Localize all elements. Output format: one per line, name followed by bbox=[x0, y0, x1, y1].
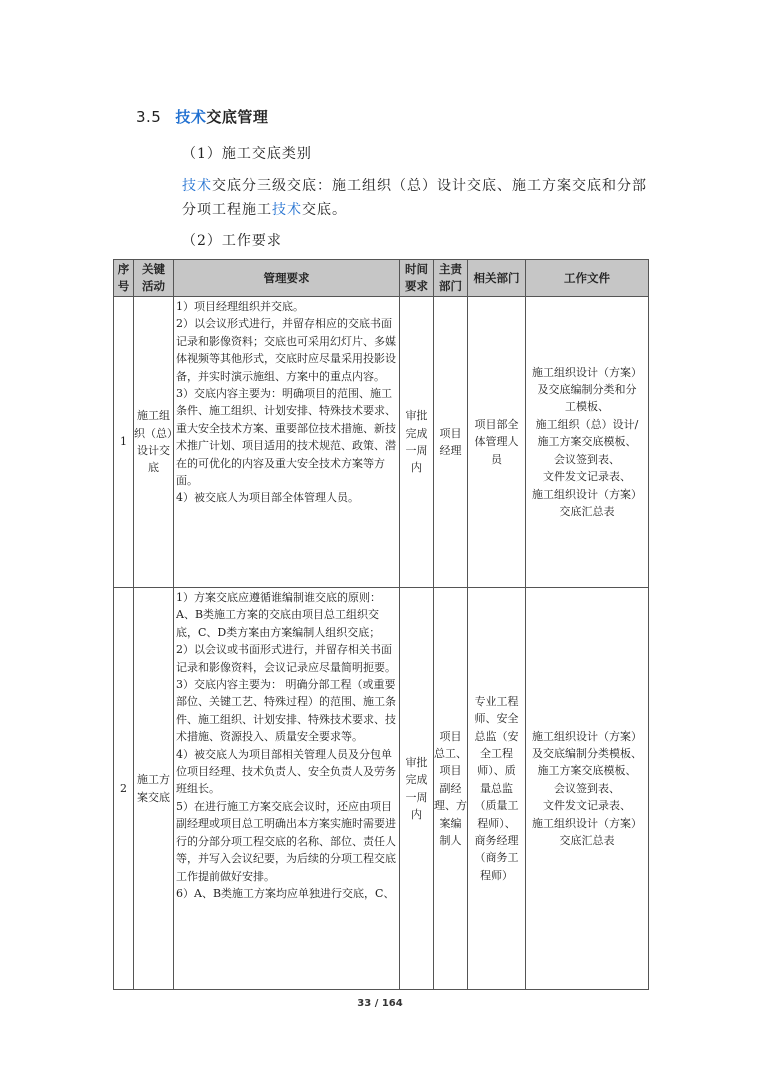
table-header-row bbox=[114, 260, 649, 297]
table-row bbox=[114, 588, 649, 990]
cell-activity: 施工组 织（总） 设计交 底 bbox=[134, 297, 174, 588]
section-title-rest: 交底管理 bbox=[206, 108, 269, 126]
header-seq: 序 号 bbox=[114, 260, 134, 297]
header-dept-main: 主责 部门 bbox=[434, 260, 468, 297]
cell-requirements: 1）方案交底应遵循谁编制谁交底的原则：A、B类施工方案的交底由项目总工组织交底，C、D类方案由方案编制人组织交底； 2）以会议或书面形式进行，并留存相关书面记录和影像资料，会议记录应尽量简明扼要。 3）交底内容主要为： 明确分部工程（或重要部位、关键工艺、特殊过程）的范围、施工条件、施工组织、计划安排、特殊技术要求、技术措施、资源投入、质量安全要求等。 4）被交底人为项目部相关管理人员及分包单位项目经理、技术负责人、安全负责人及劳务班组长。 5）在进行施工方案交底会议时，还应由项目副经理或项目总工明确出本方案实施时需要进行的分部分项工程交底的名称、部位、责任人等，并写入会议纪要，为后续的分项工程交底工作提前做好安排。 6）A、B类施工方案均应单独进行交底，C、 bbox=[174, 588, 400, 990]
header-dept-related: 相关部门 bbox=[468, 260, 526, 297]
cell-dept-main: 项目 经理 bbox=[434, 297, 468, 588]
table-row bbox=[114, 297, 649, 588]
page-number bbox=[0, 998, 760, 1009]
cell-seq: 2 bbox=[114, 588, 134, 990]
header-files: 工作文件 bbox=[526, 260, 649, 297]
subheading-categories: （1）施工交底类别 bbox=[182, 146, 312, 162]
cell-files: 施工组织设计（方案） 及交底编制分类和分 工模板、 施工组织（总）设计/ 施工方案交底模板、 会议签到表、 文件发文记录表、 施工组织设计（方案） 交底汇总表 bbox=[526, 297, 649, 588]
para-highlight-1: 技术 bbox=[182, 178, 212, 194]
header-activity: 关键 活动 bbox=[134, 260, 174, 297]
para-highlight-2: 技术 bbox=[272, 202, 302, 218]
header-requirements: 管理要求 bbox=[174, 260, 400, 297]
cell-dept-main: 项目 总工、 项目 副经 理、方 案编 制人 bbox=[434, 588, 468, 990]
cell-dept-related: 项目部全 体管理人 员 bbox=[468, 297, 526, 588]
subheading-requirements: （2）工作要求 bbox=[182, 233, 282, 249]
page-separator: / bbox=[374, 998, 379, 1009]
page-current: 33 bbox=[357, 998, 372, 1009]
cell-activity: 施工方 案交底 bbox=[134, 588, 174, 990]
cell-dept-related: 专业工程 师、安全 总监（安 全工程 师）、质 量总监 （质量工 程师）、 商务经理 （商务工 程师） bbox=[468, 588, 526, 990]
para-text-2: 交底。 bbox=[302, 202, 347, 218]
cell-requirements: 1）项目经理组织并交底。 2）以会议形式进行，并留存相应的交底书面记录和影像资料；交底也可采用幻灯片、多媒体视频等其他形式，交底时应尽量采用投影设备，并实时演示施组、方案中的重点内容。 3）交底内容主要为：明确项目的范围、施工条件、施工组织、计划安排、特殊技术要求、重大安全技术方案、重要部位技术措施、新技术推广计划、项目适用的技术规范、政策、潜在的可优化的内容及重大安全技术方案等方面。 4）被交底人为项目部全体管理人员。 bbox=[174, 297, 400, 588]
header-time: 时间 要求 bbox=[400, 260, 434, 297]
cell-files: 施工组织设计（方案） 及交底编制分类模板、 施工方案交底模板、 会议签到表、 文件发文记录表、 施工组织设计（方案） 交底汇总表 bbox=[526, 588, 649, 990]
cell-time: 审批 完成 一周 内 bbox=[400, 297, 434, 588]
section-heading bbox=[136, 106, 268, 127]
work-requirements-table bbox=[113, 259, 649, 990]
categories-paragraph bbox=[182, 174, 652, 222]
para-text-1: 交底分三级交底：施工组织（总）设计交底、施工方案交底和分部分项工程施工 bbox=[182, 178, 647, 218]
section-title-highlight: 技术 bbox=[175, 108, 207, 126]
page-total: 164 bbox=[381, 998, 403, 1009]
section-number: 3.5 bbox=[136, 108, 162, 126]
cell-time: 审批 完成 一周 内 bbox=[400, 588, 434, 990]
cell-seq: 1 bbox=[114, 297, 134, 588]
